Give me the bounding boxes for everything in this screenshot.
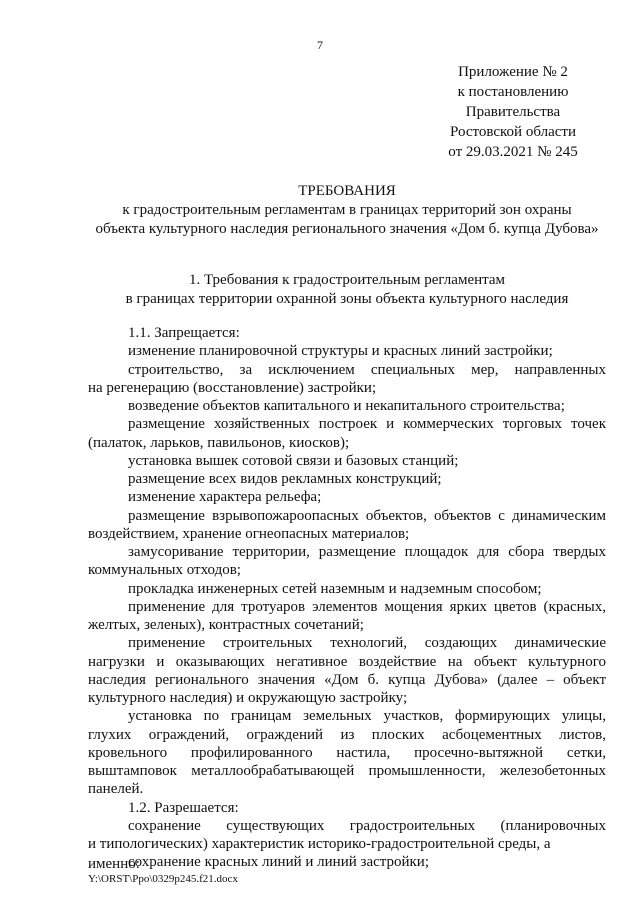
section-heading: 1. Требования к градостроительным регламентам	[188, 272, 506, 288]
document-subtitle-line: к градостроительным регламентам в границах территорий зон охраны	[122, 202, 572, 218]
document-title: ТРЕБОВАНИЯ	[298, 183, 396, 199]
body-line: желтых, зеленых), контрастных сочетаний;	[88, 617, 364, 633]
footer-file-path: Y:\ORST\Ppo\0329p245.f21.docx	[88, 873, 238, 885]
body-line: глухих ограждений, ограждений из плоских асбоцементных листов,	[88, 726, 606, 743]
body-line: на регенерацию (восстановление) застройки;	[88, 379, 377, 396]
appendix-block	[443, 62, 583, 162]
body-line: размещение хозяйственных построек и коммерческих торговых точек	[128, 416, 606, 433]
body-line: нагрузки и оказывающих негативное воздействие на объект культурного	[88, 653, 606, 670]
appendix-line: от 29.03.2021 № 245	[448, 144, 578, 160]
body-line: панелей.	[88, 781, 144, 798]
clause-heading: 1.1. Запрещается:	[128, 325, 240, 341]
body-line: и типологических) характеристик историко-градостроительной среды, а именно:	[88, 836, 551, 872]
appendix-line: Приложение № 2	[458, 64, 568, 80]
body-line: культурного наследия) и окружающую застройку;	[88, 690, 408, 706]
appendix-line: к постановлению	[457, 84, 569, 100]
body-line: изменение характера рельефа;	[128, 489, 322, 506]
page-number: 7	[317, 38, 323, 52]
body-line: установка по границам земельных участков, формирующих улицы,	[128, 708, 606, 725]
appendix-line: Ростовской области	[450, 124, 576, 140]
body-line: установка вышек сотовой связи и базовых станций;	[128, 452, 459, 469]
body-line: размещение взрывопожароопасных объектов, объектов с динамическим	[128, 507, 606, 524]
body-line: воздействием, хранение огнеопасных материалов;	[88, 525, 410, 542]
body-line: строительство, за исключением специальных мер, направленных	[128, 361, 606, 378]
body-line: изменение планировочной структуры и красных линий застройки;	[128, 343, 553, 360]
body-line: замусоривание территории, размещение площадок для сбора твердых	[128, 544, 606, 560]
section-heading: в границах территории охранной зоны объекта культурного наследия	[125, 291, 569, 307]
body-line: прокладка инженерных сетей наземным и надземным способом;	[128, 580, 542, 597]
body-line: применение для тротуаров элементов мощения ярких цветов (красных,	[128, 598, 606, 615]
body-line: кровельного профилированного настила, просечно-вытяжной сетки,	[88, 744, 606, 761]
body-line: наследия регионального значения «Дом б. купца Дубова» (далее – объект	[88, 671, 606, 688]
document-subtitle-line: объекта культурного наследия регионального значения «Дом б. купца Дубова»	[95, 221, 599, 237]
body-line: коммунальных отходов;	[88, 562, 241, 579]
body-line: возведение объектов капитального и некапитального строительства;	[128, 398, 565, 414]
body-line: выштамповок металлообрабатывающей промышленности, железобетонных	[88, 763, 606, 779]
appendix-line: Правительства	[465, 104, 561, 120]
clause-heading: 1.2. Разрешается:	[128, 799, 239, 816]
body-line: (палаток, ларьков, павильонов, киосков);	[88, 434, 350, 451]
body-line: сохранение существующих градостроительных (планировочных	[128, 817, 606, 834]
body-line: сохранение красных линий и линий застройки;	[128, 854, 430, 871]
body-line: применение строительных технологий, создающих динамические	[128, 635, 606, 652]
body-line: размещение всех видов рекламных конструкций;	[128, 471, 442, 487]
